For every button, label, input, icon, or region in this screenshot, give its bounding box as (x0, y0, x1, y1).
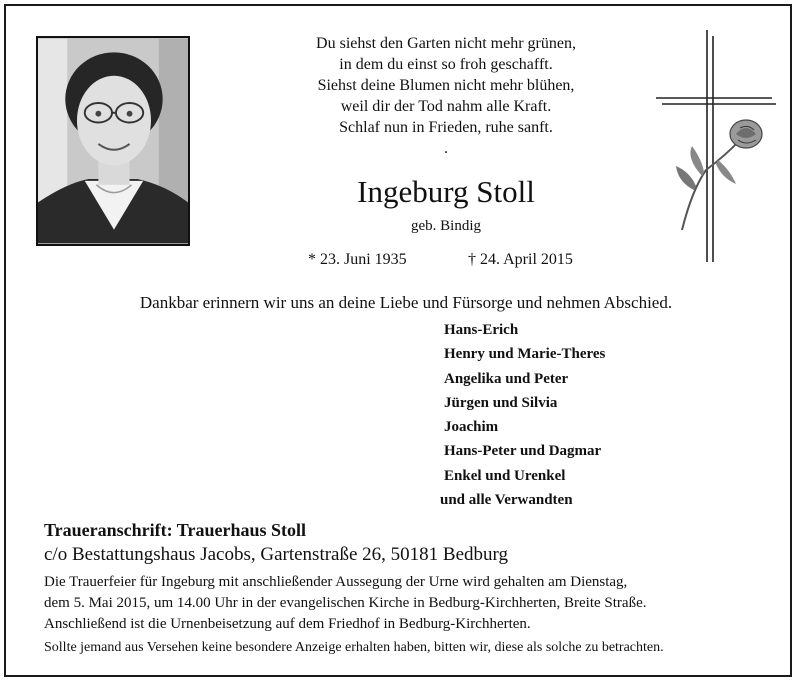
info-line: dem 5. Mai 2015, um 14.00 Uhr in der evangelischen Kirche in Bedburg-Kirchherten, Breite Straße. (44, 595, 647, 611)
poem-line: Schlaf nun in Frieden, ruhe sanft. (339, 119, 553, 136)
life-dates (308, 251, 573, 269)
info-line: Die Trauerfeier für Ingeburg mit anschließender Aussegung der Urne wird gehalten am Dienstag, (44, 574, 628, 590)
birth-date: * 23. Juni 1935 (308, 251, 407, 268)
info-line: Sollte jemand aus Versehen keine besondere Anzeige erhalten haben, bitten wir, diese als solche zu betrachten. (44, 640, 664, 655)
poem-line: Siehst deine Blumen nicht mehr blühen, (317, 77, 575, 94)
mourners-list (440, 318, 606, 512)
portrait-photo (36, 36, 190, 246)
death-date: † 24. April 2015 (468, 251, 573, 268)
mourner: Angelika und Peter (444, 370, 569, 387)
obituary-frame (4, 4, 792, 677)
mourner: Henry und Marie-Theres (444, 346, 606, 363)
birth-name: geb. Bindig (411, 218, 481, 234)
mourner: Hans-Erich (444, 322, 519, 338)
mourner: Hans-Peter und Dagmar (444, 443, 602, 460)
mourner: Joachim (444, 419, 499, 436)
poem-line: weil dir der Tod nahm alle Kraft. (340, 98, 552, 115)
info-line: Anschließend ist die Urnenbeisetzung auf dem Friedhof in Bedburg-Kirchherten. (44, 616, 531, 632)
poem-line: in dem du einst so froh geschafft. (339, 56, 553, 73)
address-line: c/o Bestattungshaus Jacobs, Gartenstraße 26, 50181 Bedburg (44, 544, 509, 565)
deceased-name: Ingeburg Stoll (357, 174, 535, 209)
poem-line: . (444, 140, 448, 157)
mourner: und alle Verwandten (440, 492, 573, 509)
poem (246, 33, 646, 159)
address-title: Traueranschrift: Trauerhaus Stoll (44, 520, 306, 540)
mourner: Jürgen und Silvia (444, 394, 558, 411)
mourner: Enkel und Urenkel (444, 467, 566, 484)
cross-with-rose-icon (656, 30, 786, 270)
poem-line: Du siehst den Garten nicht mehr grünen, (316, 35, 576, 52)
thanks-line: Dankbar erinnern wir uns an deine Liebe und Fürsorge und nehmen Abschied. (139, 293, 673, 312)
ceremony-info (44, 572, 784, 658)
